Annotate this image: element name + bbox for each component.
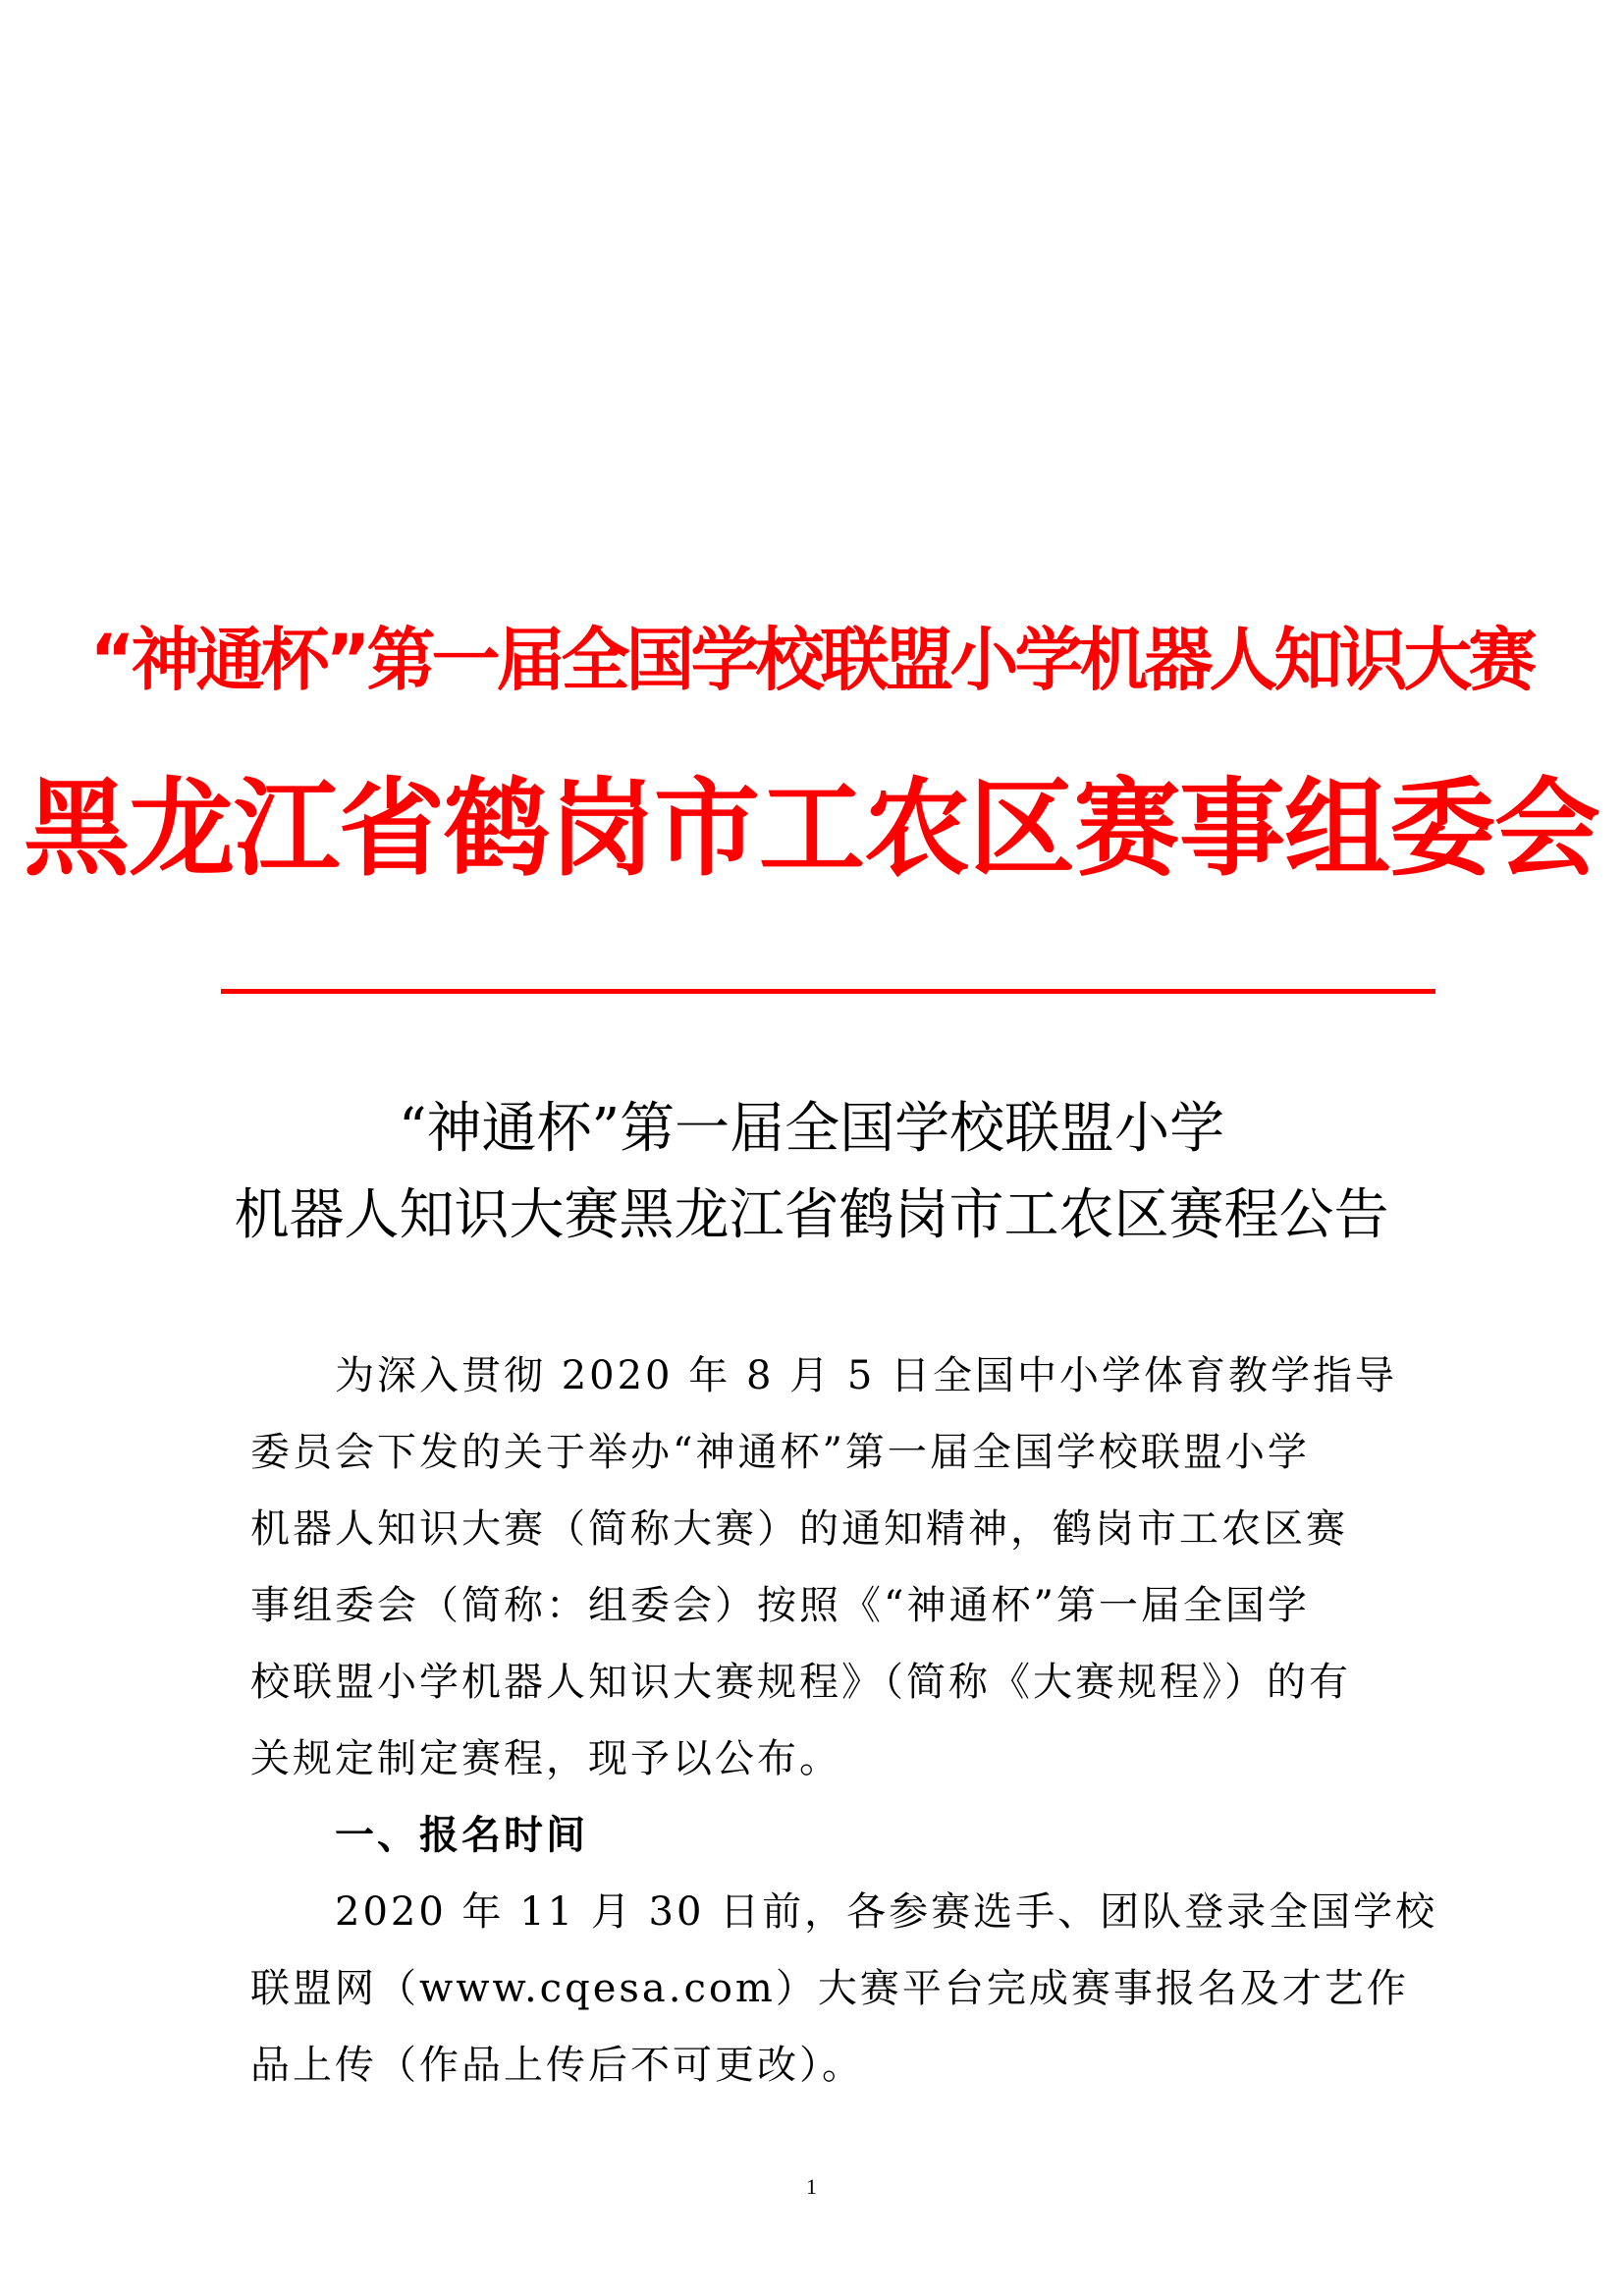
section1-line-2: 联盟网（www.cqesa.com）大赛平台完成赛事报名及才艺作 [250, 1966, 1409, 2011]
section-heading-registration-time: 一、报名时间 [250, 1812, 588, 1858]
red-divider-line [221, 989, 1435, 994]
intro-line-5: 校联盟小学机器人知识大赛规程》（简称《大赛规程》）的有 [250, 1660, 1351, 1705]
section1-line-1: 2020 年 11 月 30 日前，各参赛选手、团队登录全国学校 [250, 1889, 1438, 1935]
intro-line-6: 关规定制定赛程，现予以公布。 [250, 1736, 841, 1781]
intro-line-2: 委员会下发的关于举办“神通杯”第一届全国学校联盟小学 [250, 1430, 1310, 1475]
page-number: 1 [806, 2174, 817, 2199]
red-header-organizer: 黑龙江省鹤岗市工农区赛事组委会 [23, 768, 1599, 891]
document-title-line-1: “神通杯”第一届全国学校联盟小学 [398, 1097, 1225, 1161]
intro-line-1: 为深入贯彻 2020 年 8 月 5 日全国中小学体育教学指导 [250, 1353, 1397, 1398]
intro-line-4: 事组委会（简称：组委会）按照《“神通杯”第一届全国学 [250, 1583, 1310, 1628]
section1-line-3: 品上传（作品上传后不可更改）。 [250, 2043, 864, 2088]
document-title-line-2: 机器人知识大赛黑龙江省鹤岗市工农区赛程公告 [234, 1183, 1389, 1247]
intro-line-3: 机器人知识大赛（简称大赛）的通知精神，鹤岗市工农区赛 [250, 1506, 1348, 1552]
red-header-competition-name: “神通杯”第一届全国学校联盟小学机器人知识大赛 [89, 620, 1534, 700]
